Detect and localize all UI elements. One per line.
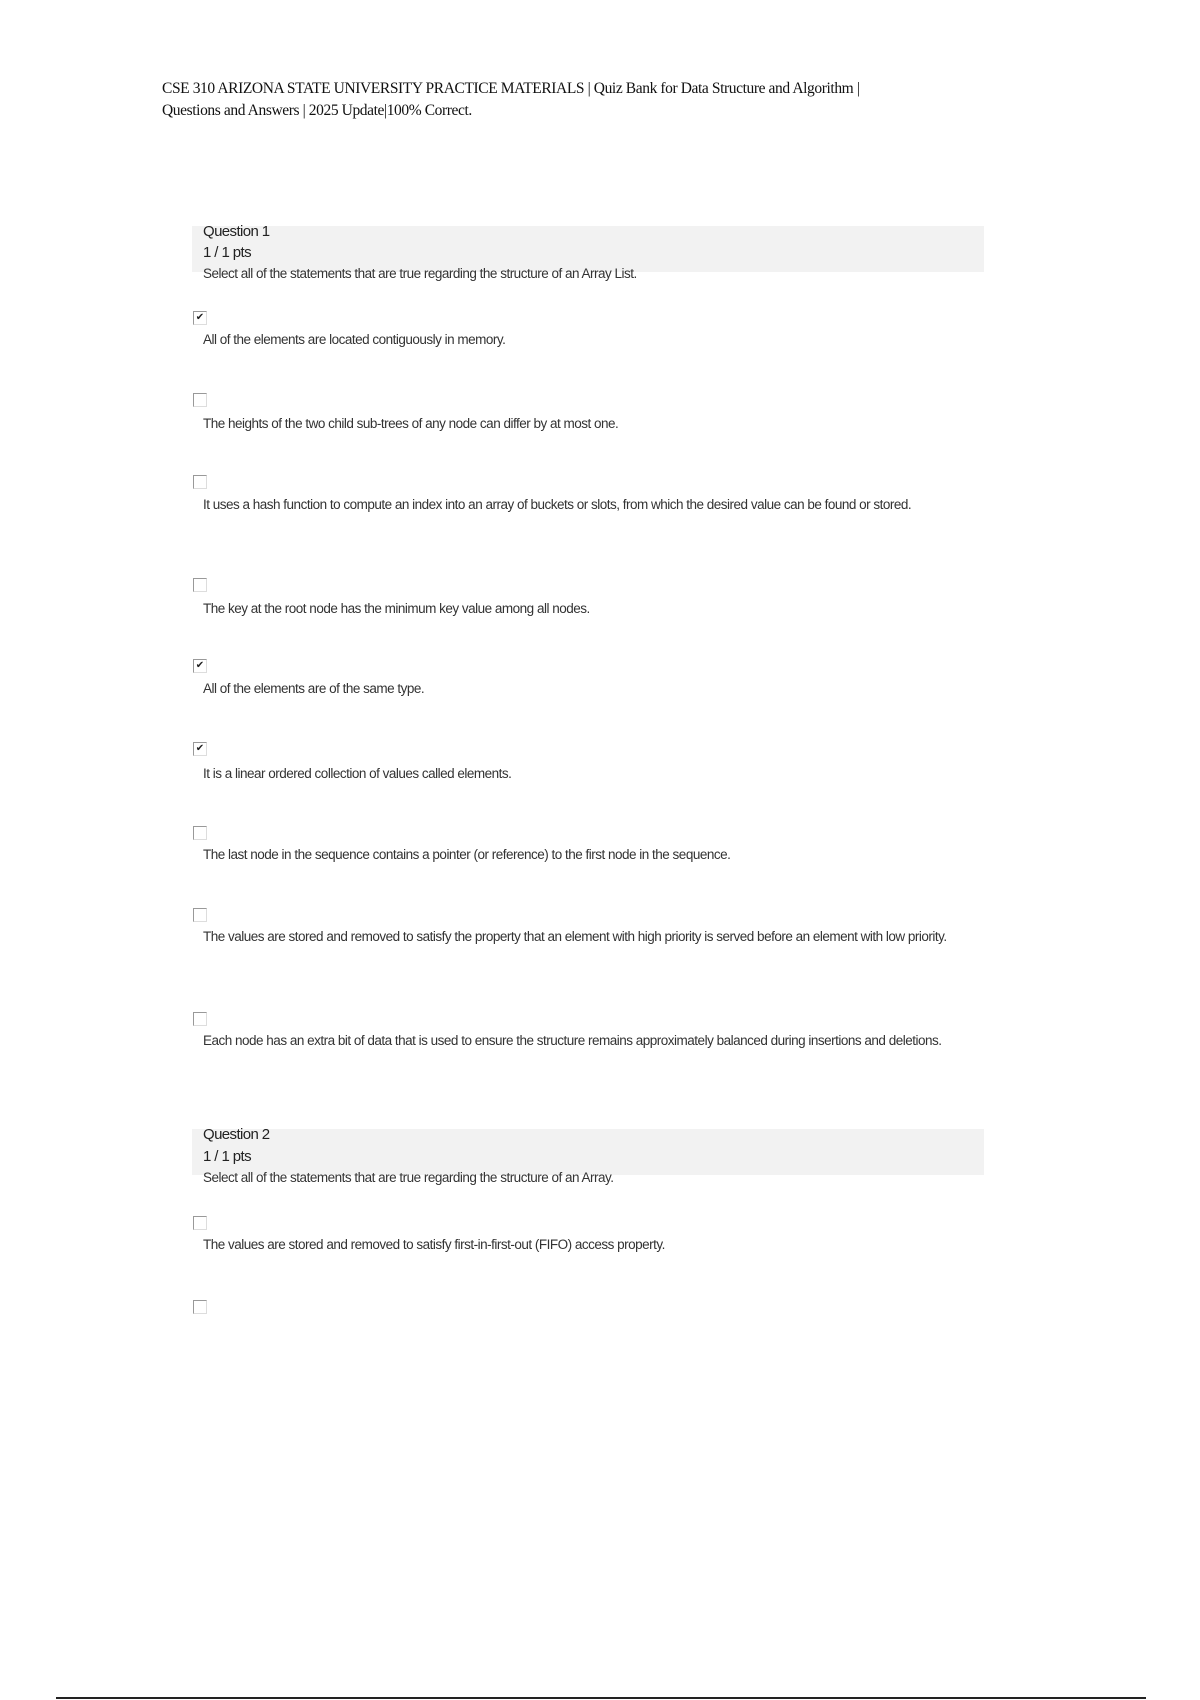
option-text: All of the elements are located contiguously in memory. (203, 332, 506, 347)
document-header (162, 78, 1002, 122)
option-checkbox[interactable] (193, 826, 207, 840)
option-text: It is a linear ordered collection of values called elements. (203, 766, 512, 781)
option-text: The heights of the two child sub-trees of any node can differ by at most one. (203, 416, 619, 431)
question-2-points: 1 / 1 pts (203, 1148, 251, 1165)
option-text: The key at the root node has the minimum key value among all nodes. (203, 601, 590, 616)
option-text: It uses a hash function to compute an index into an array of buckets or slots, from which the desired value can be found or stored. (203, 497, 912, 512)
question-1-title: Question 1 (203, 223, 270, 240)
option-checkbox[interactable] (193, 1216, 207, 1230)
option-checkbox[interactable] (193, 908, 207, 922)
checkmark-icon: ✔ (195, 312, 205, 323)
question-2-header-band (192, 1129, 984, 1175)
option-checkbox[interactable] (193, 311, 207, 325)
option-text: The last node in the sequence contains a pointer (or reference) to the first node in the sequence. (203, 847, 731, 862)
checkmark-icon: ✔ (195, 660, 205, 671)
question-2-title: Question 2 (203, 1126, 270, 1143)
option-checkbox[interactable] (193, 393, 207, 407)
option-text: The values are stored and removed to satisfy the property that an element with high priority is served before an element with low priority. (203, 929, 947, 944)
page-bottom-rule (56, 1697, 1146, 1699)
option-checkbox[interactable] (193, 742, 207, 756)
option-text: All of the elements are of the same type. (203, 681, 425, 696)
header-line-1: CSE 310 ARIZONA STATE UNIVERSITY PRACTICE MATERIALS | Quiz Bank for Data Structure and Algorithm | (162, 80, 860, 97)
header-line-2: Questions and Answers | 2025 Update|100% Correct. (162, 102, 472, 119)
option-checkbox[interactable] (193, 1300, 207, 1314)
option-text: Each node has an extra bit of data that is used to ensure the structure remains approximately balanced during insertions and deletions. (203, 1033, 942, 1048)
option-checkbox[interactable] (193, 578, 207, 592)
option-text: The values are stored and removed to satisfy first-in-first-out (FIFO) access property. (203, 1237, 665, 1252)
question-1-prompt: Select all of the statements that are true regarding the structure of an Array List. (203, 266, 637, 281)
question-2-prompt: Select all of the statements that are true regarding the structure of an Array. (203, 1170, 614, 1185)
option-checkbox[interactable] (193, 475, 207, 489)
question-1-points: 1 / 1 pts (203, 244, 251, 261)
option-checkbox[interactable] (193, 659, 207, 673)
checkmark-icon: ✔ (195, 743, 205, 754)
option-checkbox[interactable] (193, 1012, 207, 1026)
